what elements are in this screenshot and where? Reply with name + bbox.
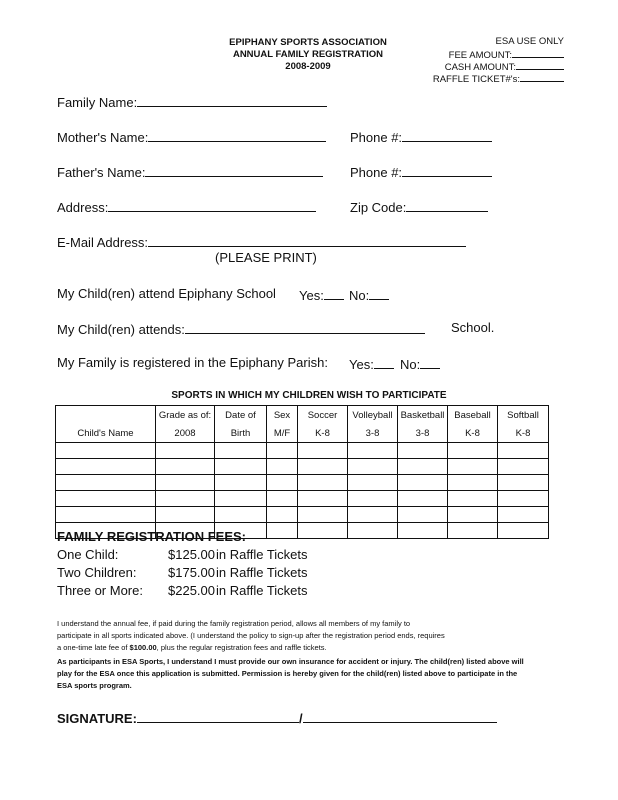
col-header-top: Grade as of: xyxy=(156,406,215,425)
email-field[interactable] xyxy=(57,233,466,250)
parish-yes-label: Yes: xyxy=(349,357,374,372)
raffle-ticket-field[interactable] xyxy=(433,72,564,85)
raffle-ticket-label: RAFFLE TICKET#'s: xyxy=(432,74,520,85)
insurance-terms: As participants in ESA Sports, I understand I must provide our own insurance for accident or injury. The child(ren) listed above will xyxy=(57,657,524,666)
table-cell[interactable] xyxy=(448,507,498,523)
table-cell[interactable] xyxy=(498,443,549,459)
school-suffix: School. xyxy=(451,320,495,335)
terms-text: a one-time late fee of xyxy=(57,643,130,652)
table-cell[interactable] xyxy=(267,507,298,523)
table-cell[interactable] xyxy=(156,443,215,459)
table-cell[interactable] xyxy=(348,523,398,539)
address-label: Address: xyxy=(57,200,109,215)
table-cell[interactable] xyxy=(398,507,448,523)
attends-school-label: My Child(ren) attends: xyxy=(57,322,185,337)
fee-amount: $225.00 xyxy=(168,583,215,598)
col-header-top: Date of xyxy=(215,406,267,425)
table-cell[interactable] xyxy=(298,475,348,491)
table-cell[interactable] xyxy=(348,459,398,475)
attends-school-field[interactable] xyxy=(57,320,425,337)
table-cell[interactable] xyxy=(156,459,215,475)
address-field[interactable] xyxy=(57,198,316,215)
table-cell[interactable] xyxy=(348,443,398,459)
col-header-bottom: K-8 xyxy=(448,424,498,443)
table-row xyxy=(56,507,549,523)
terms-line: I understand the annual fee, if paid during the family registration period, allows all members of my family to xyxy=(57,619,411,628)
table-cell[interactable] xyxy=(398,459,448,475)
email-label: E-Mail Address: xyxy=(57,235,149,250)
please-print-note: (PLEASE PRINT) xyxy=(215,250,317,265)
table-header-row-bottom xyxy=(56,424,549,443)
table-cell[interactable] xyxy=(56,459,156,475)
table-cell[interactable] xyxy=(267,475,298,491)
table-cell[interactable] xyxy=(298,507,348,523)
table-cell[interactable] xyxy=(215,507,267,523)
signature-label: SIGNATURE: xyxy=(57,711,137,726)
parish-yes-field[interactable] xyxy=(349,355,394,372)
table-cell[interactable] xyxy=(156,475,215,491)
table-cell[interactable] xyxy=(498,475,549,491)
fee-label: One Child: xyxy=(57,547,119,562)
insurance-terms: play for the ESA once this application is submitted. Permission is hereby given for the child(ren) listed above to participate in the xyxy=(57,669,518,678)
table-cell[interactable] xyxy=(448,459,498,475)
terms-line: participate in all sports indicated above. (I understand the policy to sign-up after the registration period ends, requires xyxy=(57,631,445,640)
terms-text: , plus the regular registration fees and raffle tickets. xyxy=(156,643,327,652)
fee-amount: $175.00 xyxy=(168,565,215,580)
col-header-bottom: M/F xyxy=(267,424,298,443)
phone-label-1: Phone #: xyxy=(350,130,403,145)
table-cell[interactable] xyxy=(448,523,498,539)
family-name-field[interactable] xyxy=(57,93,327,110)
table-row xyxy=(56,459,549,475)
fee-amount-label: FEE AMOUNT: xyxy=(448,50,512,61)
fee-label: Two Children: xyxy=(57,565,137,580)
col-header-top: Softball xyxy=(498,406,549,425)
parish-no-label: No: xyxy=(400,357,421,372)
col-header-top: Volleyball xyxy=(348,406,398,425)
table-cell[interactable] xyxy=(398,523,448,539)
col-header-bottom: Birth xyxy=(215,424,267,443)
table-cell[interactable] xyxy=(348,491,398,507)
table-cell[interactable] xyxy=(267,459,298,475)
table-cell[interactable] xyxy=(498,491,549,507)
signature-field[interactable] xyxy=(57,709,497,726)
attend-yes-field[interactable] xyxy=(299,286,344,303)
attend-no-label: No: xyxy=(349,288,370,303)
fathers-name-field[interactable] xyxy=(57,163,323,180)
attend-yes-label: Yes: xyxy=(299,288,324,303)
attend-epiphany-question: My Child(ren) attend Epiphany School xyxy=(57,286,276,301)
table-cell[interactable] xyxy=(156,507,215,523)
insurance-terms: ESA sports program. xyxy=(57,681,132,690)
table-cell[interactable] xyxy=(56,443,156,459)
table-cell[interactable] xyxy=(348,507,398,523)
table-cell[interactable] xyxy=(56,507,156,523)
col-header-top: Basketball xyxy=(398,406,448,425)
table-cell[interactable] xyxy=(498,523,549,539)
table-cell[interactable] xyxy=(298,523,348,539)
phone-field-2[interactable] xyxy=(350,163,492,180)
col-header-bottom: 3-8 xyxy=(398,424,448,443)
org-name: EPIPHANY SPORTS ASSOCIATION xyxy=(229,37,387,48)
table-row xyxy=(56,475,549,491)
table-row xyxy=(56,443,549,459)
late-fee-amount: $100.00 xyxy=(129,643,157,652)
form-title: ANNUAL FAMILY REGISTRATION xyxy=(232,49,384,60)
mothers-name-field[interactable] xyxy=(57,128,326,145)
table-cell[interactable] xyxy=(448,475,498,491)
col-header-top: Baseball xyxy=(448,406,498,425)
fathers-name-label: Father's Name: xyxy=(57,165,146,180)
mothers-name-label: Mother's Name: xyxy=(57,130,149,145)
esa-use-only: ESA USE ONLY xyxy=(495,36,564,47)
table-cell[interactable] xyxy=(215,475,267,491)
table-cell[interactable] xyxy=(215,459,267,475)
table-cell[interactable] xyxy=(498,507,549,523)
col-header-bottom: K-8 xyxy=(298,424,348,443)
table-cell[interactable] xyxy=(298,491,348,507)
fee-label: Three or More: xyxy=(57,583,143,598)
table-cell[interactable] xyxy=(448,443,498,459)
table-cell[interactable] xyxy=(298,443,348,459)
table-cell[interactable] xyxy=(398,475,448,491)
fee-note: in Raffle Tickets xyxy=(216,547,308,562)
signature-separator: / xyxy=(298,711,303,726)
fees-title: FAMILY REGISTRATION FEES: xyxy=(57,529,247,544)
cash-amount-label: CASH AMOUNT: xyxy=(444,62,516,73)
zip-code-label: Zip Code: xyxy=(350,200,407,215)
col-header-top: Sex xyxy=(267,406,298,425)
family-name-label: Family Name: xyxy=(57,95,138,110)
form-year: 2008-2009 xyxy=(285,61,331,72)
col-header-top xyxy=(56,406,156,425)
table-cell[interactable] xyxy=(56,491,156,507)
col-header-bottom: 2008 xyxy=(156,424,215,443)
table-cell[interactable] xyxy=(398,491,448,507)
terms-line xyxy=(57,643,327,652)
col-header-bottom: 3-8 xyxy=(348,424,398,443)
table-cell[interactable] xyxy=(267,491,298,507)
table-cell[interactable] xyxy=(267,443,298,459)
table-cell[interactable] xyxy=(215,491,267,507)
zip-code-field[interactable] xyxy=(350,198,488,215)
parish-question: My Family is registered in the Epiphany Parish: xyxy=(57,355,328,370)
col-header-top: Soccer xyxy=(298,406,348,425)
phone-field-1[interactable] xyxy=(350,128,492,145)
table-cell[interactable] xyxy=(448,491,498,507)
table-cell[interactable] xyxy=(215,443,267,459)
table-header-row-top xyxy=(56,406,549,425)
fee-note: in Raffle Tickets xyxy=(216,583,308,598)
parish-no-field[interactable] xyxy=(400,355,440,372)
table-cell[interactable] xyxy=(267,523,298,539)
table-cell[interactable] xyxy=(156,491,215,507)
table-cell[interactable] xyxy=(398,443,448,459)
col-header-bottom: Child's Name xyxy=(56,424,156,443)
table-row xyxy=(56,491,549,507)
attend-no-field[interactable] xyxy=(349,286,389,303)
table-cell[interactable] xyxy=(498,459,549,475)
fee-note: in Raffle Tickets xyxy=(216,565,308,580)
sports-table-title: SPORTS IN WHICH MY CHILDREN WISH TO PARTICIPATE xyxy=(171,390,447,401)
table-cell[interactable] xyxy=(298,459,348,475)
col-header-bottom: K-8 xyxy=(498,424,549,443)
table-cell[interactable] xyxy=(348,475,398,491)
phone-label-2: Phone #: xyxy=(350,165,403,180)
sports-table xyxy=(55,405,549,539)
table-cell[interactable] xyxy=(56,475,156,491)
fee-amount: $125.00 xyxy=(168,547,215,562)
